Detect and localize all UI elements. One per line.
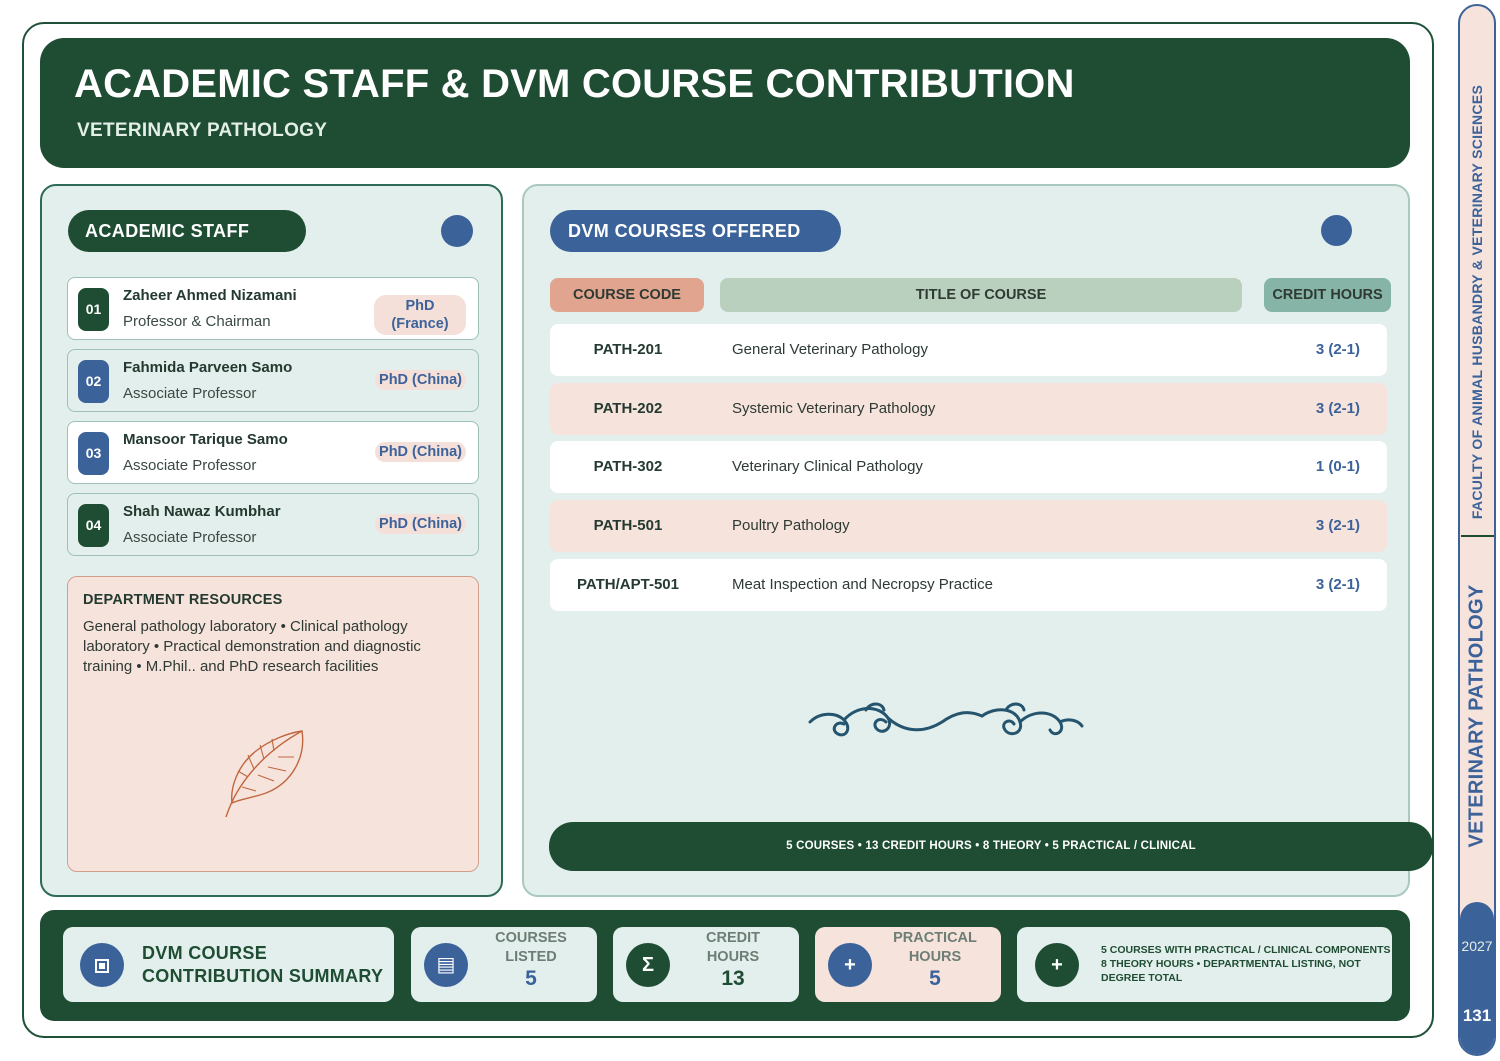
table-row — [550, 500, 1387, 552]
staff-card — [67, 349, 479, 412]
side-page-tab — [1460, 902, 1494, 1054]
course-code: PATH-501 — [593, 517, 663, 534]
leaf-icon — [218, 727, 308, 822]
course-code: PATH-201 — [593, 341, 663, 358]
summary-note — [1101, 943, 1393, 985]
summary-icon — [80, 943, 124, 987]
ornament-flourish — [806, 698, 1086, 742]
staff-card — [67, 277, 479, 340]
course-code: PATH-202 — [593, 400, 663, 417]
resources-heading: DEPARTMENT RESOURCES — [83, 592, 283, 608]
staff-name: Mansoor Tarique Samo — [123, 431, 288, 448]
stat-label-line: LISTED — [505, 949, 557, 965]
column-header-course-code: COURSE CODE — [550, 278, 704, 312]
page-subtitle: VETERINARY PATHOLOGY — [77, 120, 328, 141]
course-code: PATH-302 — [593, 458, 663, 475]
summary-title — [142, 942, 383, 988]
page-title: ACADEMIC STAFF & DVM COURSE CONTRIBUTION — [74, 62, 1075, 106]
stat-label-line: COURSES — [495, 930, 567, 946]
plus-icon: + — [828, 943, 872, 987]
staff-degree: PhD (China) — [375, 370, 466, 390]
course-credit: 3 (2-1) — [1315, 517, 1360, 534]
stat-card-practical-hours — [815, 927, 1001, 1002]
stat-label-line: HOURS — [706, 949, 760, 965]
stat-label — [481, 929, 581, 967]
staff-number: 04 — [78, 504, 109, 547]
stat-label — [683, 929, 783, 967]
stat-value: 5 — [929, 967, 941, 990]
note-line: 5 COURSES WITH PRACTICAL / CLINICAL COMPONENTS — [1101, 944, 1391, 956]
side-department-label: VETERINARY PATHOLOGY — [1465, 584, 1488, 848]
staff-name: Zaheer Ahmed Nizamani — [123, 287, 297, 304]
circle-icon — [441, 215, 473, 247]
staff-role: Associate Professor — [123, 385, 257, 402]
stat-label-line: HOURS — [908, 949, 962, 965]
staff-number: 02 — [78, 360, 109, 403]
summary-title-line: CONTRIBUTION SUMMARY — [142, 966, 384, 986]
staff-number: 01 — [78, 288, 109, 331]
staff-number: 03 — [78, 432, 109, 475]
side-faculty-label: FACULTY OF ANIMAL HUSBANDRY & VETERINARY SCIENCES — [1469, 84, 1485, 520]
course-title: Veterinary Clinical Pathology — [732, 458, 923, 475]
list-icon: ▤ — [424, 943, 468, 987]
course-code: PATH/APT-501 — [577, 576, 679, 593]
table-row — [550, 324, 1387, 376]
staff-role: Professor & Chairman — [123, 313, 271, 330]
course-title: Meat Inspection and Necropsy Practice — [732, 576, 993, 593]
stat-label-line: PRACTICAL — [893, 930, 977, 946]
dvm-courses-heading: DVM COURSES OFFERED — [550, 210, 841, 252]
staff-degree: PhD (China) — [375, 442, 466, 462]
circle-icon — [1321, 215, 1352, 246]
summary-title-line: DVM COURSE — [142, 943, 268, 963]
table-row — [550, 441, 1387, 493]
summary-title-card — [63, 927, 394, 1002]
resources-text: General pathology laboratory • Clinical pathology laboratory • Practical demonstration and diagnostic training • M.Phil.. and PhD research facilities — [83, 618, 421, 675]
side-year: 2027 — [1461, 938, 1493, 954]
courses-summary-bar: 5 COURSES • 13 CREDIT HOURS • 8 THEORY • 5 PRACTICAL / CLINICAL — [549, 822, 1433, 871]
staff-name: Fahmida Parveen Samo — [123, 359, 293, 376]
stat-label-line: CREDIT — [706, 930, 760, 946]
dvm-courses-panel — [522, 184, 1410, 897]
stat-card-courses — [411, 927, 597, 1002]
contribution-summary-band — [40, 910, 1410, 1021]
note-line: 8 THEORY HOURS • DEPARTMENTAL LISTING, NOT — [1101, 958, 1361, 970]
course-title: General Veterinary Pathology — [732, 341, 928, 358]
staff-card — [67, 421, 479, 484]
page-number: 131 — [1462, 1006, 1492, 1025]
course-credit: 3 (2-1) — [1315, 400, 1360, 417]
academic-staff-heading: ACADEMIC STAFF — [68, 210, 306, 252]
course-credit: 3 (2-1) — [1315, 576, 1360, 593]
summary-note-card — [1017, 927, 1392, 1002]
page-header — [40, 38, 1410, 168]
staff-degree: PhD (China) — [375, 514, 466, 534]
plus-icon: + — [1035, 943, 1079, 987]
course-credit: 3 (2-1) — [1315, 341, 1360, 358]
staff-role: Associate Professor — [123, 457, 257, 474]
side-divider — [1461, 535, 1494, 537]
stat-value: 13 — [721, 967, 745, 990]
stat-card-credit-hours — [613, 927, 799, 1002]
sigma-icon: Σ — [626, 943, 670, 987]
note-line: DEGREE TOTAL — [1101, 972, 1183, 984]
academic-staff-panel — [40, 184, 503, 897]
course-title: Systemic Veterinary Pathology — [732, 400, 936, 417]
staff-role: Associate Professor — [123, 529, 257, 546]
column-header-title: TITLE OF COURSE — [720, 278, 1242, 312]
table-row — [550, 383, 1387, 435]
staff-degree: PhD (France) — [374, 295, 466, 335]
column-header-credit-hours: CREDIT HOURS — [1264, 278, 1391, 312]
course-title: Poultry Pathology — [732, 517, 850, 534]
staff-card — [67, 493, 479, 556]
department-resources — [67, 576, 479, 872]
staff-name: Shah Nawaz Kumbhar — [123, 503, 281, 520]
course-credit: 1 (0-1) — [1315, 458, 1360, 475]
stat-label — [885, 929, 985, 967]
table-row — [550, 559, 1387, 611]
stat-value: 5 — [525, 967, 537, 990]
